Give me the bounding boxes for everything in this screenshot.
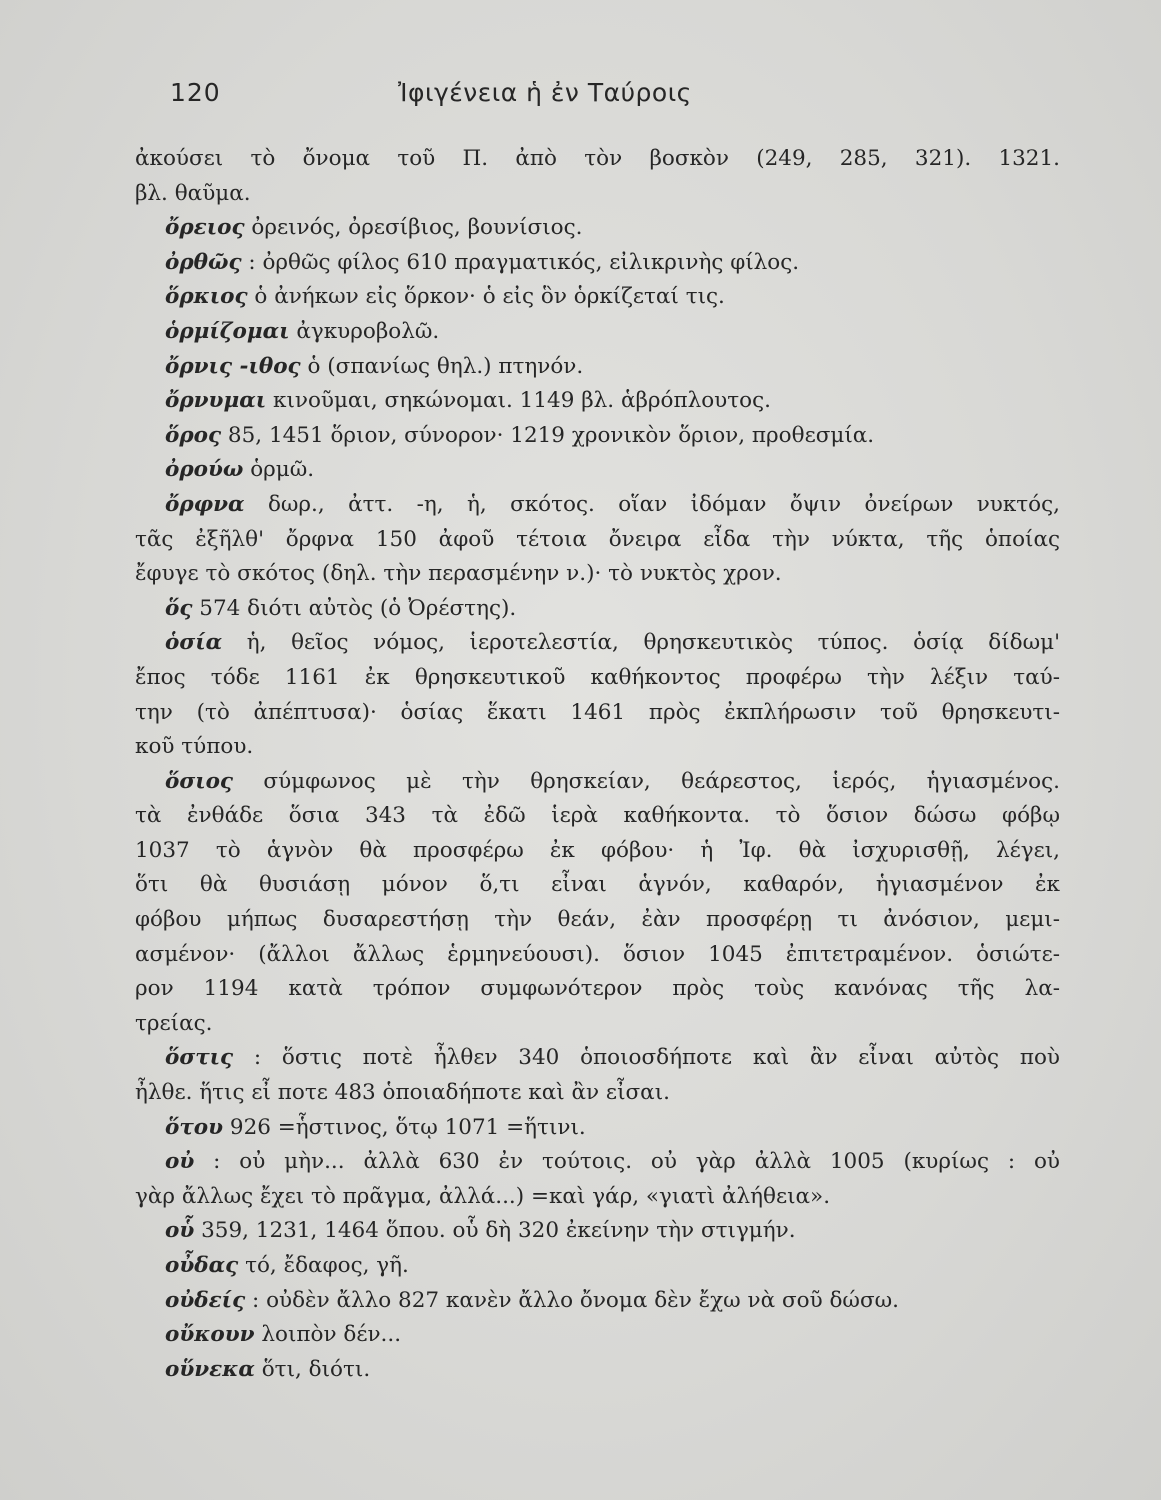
entry-text: δωρ., ἀττ. -η, ἡ, σκότος. οἵαν ἰδόμαν ὄψιν ὀνείρων νυκτός, [244,491,1060,517]
text-line: γὰρ ἄλλως ἔχει τὸ πρᾶγμα, ἀλλά...) =καὶ γάρ, «γιατὶ ἀλήθεια». [135,1183,831,1209]
entry-text: κινοῦμαι, σηκώνομαι. 1149 βλ. ἁβρόπλουτος. [266,388,771,414]
glossary-entry-oudas [135,1249,1060,1284]
glossary-entry-ormizomai [135,315,1060,350]
entry-text: : ὀρθῶς φίλος 610 πραγματικός, εἰλικρινὴς φίλος. [241,249,800,275]
glossary-entry-oros [135,419,1060,454]
entry-text: σύμφωνος μὲ τὴν θρησκείαν, θεάρεστος, ἱερός, ἡγιασμένος. [233,768,1060,794]
entry-lemma: οὖδας [165,1253,239,1278]
text-line: την (τὸ ἀπέπτυσα)· ὁσίας ἕκατι 1461 πρὸς ἐκπλήρωσιν τοῦ θρησκευτι- [135,699,1060,725]
entry-lemma: ὀρούω [165,457,244,483]
entry-lemma: ὅστις [165,1045,234,1071]
text-line [135,626,1060,661]
text-line [135,1145,1060,1180]
entry-text: ὀρεινός, ὀρεσίβιος, βουνίσιος. [244,215,583,241]
entry-text: ὁ ἀνήκων εἰς ὅρκον· ὁ εἰς ὃν ὁρκίζεταί τις. [247,284,725,310]
text-line [135,488,1060,523]
text-line: ἔφυγε τὸ σκότος (δηλ. τὴν περασμένην ν.)· τὸ νυκτὸς χρον. [135,561,782,587]
entry-text: : οὐ μὴν... ἀλλὰ 630 ἐν τούτοις. οὐ γὰρ ἀλλὰ 1005 (κυρίως : οὐ [194,1149,1060,1175]
page-number: 120 [170,78,221,107]
entry-text: ὁρμῶ. [243,457,315,483]
glossary-entry-oreios [135,211,1060,246]
entry-lemma: ὅρος [165,422,222,448]
entry-lemma: ὅρκιος [165,284,248,310]
entry-lemma: οὗ [165,1218,195,1244]
glossary-entry-ostis [135,1041,1060,1110]
text-line: ὅτι θὰ θυσιάσῃ μόνον ὅ,τι εἶναι ἁγνόν, καθαρόν, ἡγιασμένον ἐκ [135,872,1060,898]
text-line: τρείας. [135,1010,213,1036]
entry-text: : οὐδὲν ἄλλο 827 κανὲν ἄλλο ὄνομα δὲν ἔχω νὰ σοῦ δώσω. [245,1287,899,1313]
page-header [170,78,770,118]
text-line: κοῦ τύπου. [135,734,254,760]
text-line: ρον 1194 κατὰ τρόπον συμφωνότερον πρὸς τοὺς κανόνας τῆς λα- [135,976,1060,1002]
entry-lemma: ὀρθῶς [165,249,242,275]
text-line: ασμένον· (ἄλλοι ἄλλως ἑρμηνεύουσι). ὅσιον 1045 ἐπιτετραμένον. ὁσιώτε- [135,941,1060,967]
text-line: τὰ ἐνθάδε ὅσια 343 τὰ ἐδῶ ἱερὰ καθήκοντα. τὸ ὅσιον δώσω φόβῳ [135,803,1060,829]
text-line: τᾶς ἐξῆλθ' ὄρφνα 150 ἀφοῦ τέτοια ὄνειρα εἶδα τὴν νύκτα, τῆς ὁποίας [135,526,1060,552]
entry-lemma: ὄρειος [165,215,245,241]
glossary-entry-ouneka [135,1353,1060,1388]
running-title: Ἰφιγένεια ἡ ἐν Ταύροις [398,78,692,107]
entry-text: λοιπὸν δέν... [254,1322,402,1348]
glossary-entry-ornymai [135,384,1060,419]
text-line: ἦλθε. ἥτις εἶ ποτε 483 ὁποιαδήποτε καὶ ἂν εἶσαι. [135,1080,670,1106]
glossary-entry-oukoun [135,1318,1060,1353]
entry-text: ἡ, θεῖος νόμος, ἱεροτελεστία, θρησκευτικὸς τύπος. ὁσίᾳ δίδωμ' [222,630,1060,656]
entry-lemma: ὅσιος [165,768,234,794]
text-line: 1037 τὸ ἁγνὸν θὰ προσφέρω ἐκ φόβου· ἡ Ἰφ. θὰ ἰσχυρισθῇ, λέγει, [135,837,1060,863]
entry-lemma: ὄρνις -ιθος [165,353,301,379]
entry-text: ὅτι, διότι. [254,1356,371,1382]
entry-text: ἀγκυροβολῶ. [289,318,440,344]
text-line: φόβου μήπως δυσαρεστήσῃ τὴν θεάν, ἐὰν προσφέρῃ τι ἀνόσιον, μεμι- [135,907,1060,933]
glossary-continuation [135,142,1060,211]
entry-lemma: ὄρφνα [165,491,245,517]
text-line: βλ. θαῦμα. [135,180,251,206]
glossary-entry-os [135,592,1060,627]
entry-text: τό, ἔδαφος, γῆ. [238,1253,409,1278]
entry-lemma: οὕνεκα [165,1356,255,1382]
text-line: ἀκούσει τὸ ὄνομα τοῦ Π. ἀπὸ τὸν βοσκὸν (249, 285, 321). 1321. [135,146,1060,171]
glossary-entry-osia [135,626,1060,764]
glossary-entry-oudeis [135,1284,1060,1319]
entry-text: ὁ (σπανίως θηλ.) πτηνόν. [300,353,584,379]
glossary-entry-orkios [135,280,1060,315]
glossary-entry-orfna [135,488,1060,592]
glossary-entry-orouo [135,453,1060,488]
glossary-entry-ornis [135,350,1060,385]
entry-lemma: οὐ [165,1149,195,1175]
entry-text: 574 διότι αὐτὸς (ὁ Ὀρέστης). [192,595,517,621]
entry-lemma: οὔκουν [165,1322,255,1348]
glossary-entry-hou [135,1214,1060,1249]
glossary-entry-ou [135,1145,1060,1214]
entry-lemma: ὄρνυμαι [165,388,267,414]
entry-text: : ὅστις ποτὲ ἦλθεν 340 ὁποιοσδήποτε καὶ ἂν εἶναι αὐτὸς ποὺ [233,1045,1060,1071]
entry-text: 85, 1451 ὅριον, σύνορον· 1219 χρονικὸν ὅριον, προθεσμία. [221,422,875,448]
text-line: ἔπος τόδε 1161 ἐκ θρησκευτικοῦ καθήκοντος προφέρω τὴν λέξιν ταύ- [135,664,1060,690]
entry-text: 926 =ἧστινος, ὅτῳ 1071 =ἥτινι. [223,1114,586,1140]
text-line [135,765,1060,800]
glossary-entry-otou [135,1111,1060,1146]
glossary-entry-orthos [135,246,1060,281]
glossary-entry-osios [135,765,1060,1042]
entry-lemma: ὅς [165,595,193,621]
entry-lemma: ὅτου [165,1114,224,1140]
entry-lemma: οὐδείς [165,1287,246,1313]
glossary-body [135,142,1060,1387]
entry-text: 359, 1231, 1464 ὅπου. οὗ δὴ 320 ἐκείνην τὴν στιγμήν. [194,1218,796,1244]
entry-lemma: ὁρμίζομαι [165,318,290,344]
entry-lemma: ὁσία [165,630,223,656]
text-line [135,1041,1060,1076]
